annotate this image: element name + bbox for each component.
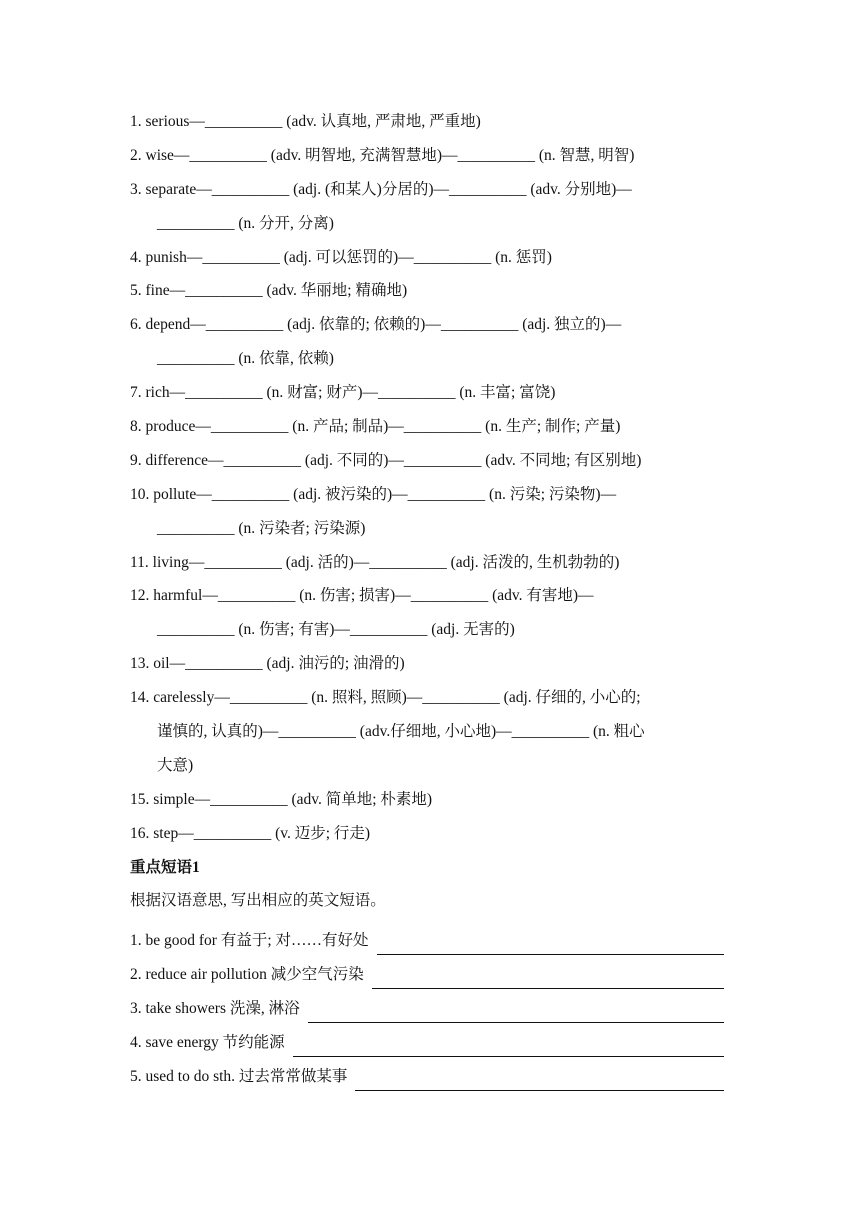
word-form-line-12: 12. harmful—__________ (n. 伤害; 损害)—__________ (adv. 有害地)— [130,587,594,605]
section-instruction: 根据汉语意思, 写出相应的英文短语。 [130,892,386,910]
answer-blank[interactable] [293,1034,724,1057]
section-heading: 重点短语1 [130,858,200,876]
phrase-text: 3. take showers 洗澡, 淋浴 [130,1000,300,1018]
word-form-line-4: 4. punish—__________ (adj. 可以惩罚的)—__________ (n. 惩罚) [130,248,552,266]
word-form-line-12-cont: __________ (n. 伤害; 有害)—__________ (adj. 无害的) [157,621,515,639]
word-form-line-16: 16. step—__________ (v. 迈步; 行走) [130,824,371,842]
word-form-line-10-cont: __________ (n. 污染者; 污染源) [157,519,366,537]
answer-blank[interactable] [377,932,724,955]
word-form-line-3: 3. separate—__________ (adj. (和某人)分居的)—__________ (adv. 分别地)— [130,180,632,198]
word-form-line-14-cont-2: 大意) [157,756,194,774]
word-form-line-9: 9. difference—__________ (adj. 不同的)—__________ (adv. 不同地; 有区别地) [130,451,642,469]
answer-blank[interactable] [308,1000,724,1023]
word-form-line-15: 15. simple—__________ (adv. 简单地; 朴素地) [130,790,433,808]
word-form-line-7: 7. rich—__________ (n. 财富; 财产)—__________ (n. 丰富; 富饶) [130,384,556,402]
phrase-text: 1. be good for 有益于; 对……有好处 [130,932,369,950]
word-form-line-2: 2. wise—__________ (adv. 明智地, 充满智慧地)—__________ (n. 智慧, 明智) [130,146,635,164]
word-form-line-3-cont: __________ (n. 分开, 分离) [157,214,334,232]
phrase-item-2 [130,955,732,989]
answer-blank[interactable] [372,966,724,989]
answer-blank[interactable] [355,1068,724,1091]
phrase-text: 4. save energy 节约能源 [130,1033,285,1051]
word-form-line-14-cont: 谨慎的, 认真的)—__________ (adv.仔细地, 小心地)—__________ (n. 粗心 [157,723,645,741]
phrase-item-4 [130,1023,732,1057]
worksheet-content [130,108,732,1091]
word-form-line-13: 13. oil—__________ (adj. 油污的; 油滑的) [130,655,405,673]
word-form-line-11: 11. living—__________ (adj. 活的)—__________ (adj. 活泼的, 生机勃勃的) [130,553,620,571]
phrase-item-1 [130,921,732,955]
word-form-line-10: 10. pollute—__________ (adj. 被污染的)—__________ (n. 污染; 污染物)— [130,485,617,503]
phrase-text: 2. reduce air pollution 减少空气污染 [130,966,364,984]
word-form-line-6: 6. depend—__________ (adj. 依靠的; 依赖的)—__________ (adj. 独立的)— [130,316,622,334]
word-form-line-8: 8. produce—__________ (n. 产品; 制品)—__________ (n. 生产; 制作; 产量) [130,418,621,436]
word-form-line-1: 1. serious—__________ (adv. 认真地, 严肃地, 严重地) [130,113,481,130]
word-form-line-5: 5. fine—__________ (adv. 华丽地; 精确地) [130,282,408,300]
phrase-text: 5. used to do sth. 过去常常做某事 [130,1067,348,1085]
word-form-line-14: 14. carelessly—__________ (n. 照料, 照顾)—__________ (adj. 仔细的, 小心的; [130,689,641,707]
phrase-item-5 [130,1057,732,1091]
word-form-line-6-cont: __________ (n. 依靠, 依赖) [157,350,334,368]
phrase-item-3 [130,989,732,1023]
